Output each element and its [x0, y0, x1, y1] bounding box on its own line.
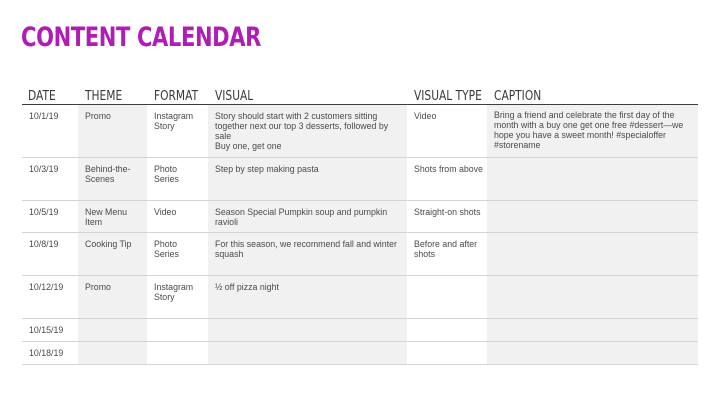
- header-visual: VISUAL: [208, 83, 407, 105]
- theme-cell: [78, 276, 147, 319]
- format-cell: [147, 319, 208, 342]
- header-date: DATE: [22, 83, 78, 105]
- theme-cell: [78, 105, 147, 158]
- visual-cell-text: ½ off pizza night: [215, 282, 279, 292]
- visual-type-cell: [407, 201, 487, 233]
- table-row: [22, 342, 698, 365]
- table-row: [22, 201, 698, 233]
- theme-cell: [78, 319, 147, 342]
- caption-cell: [487, 342, 698, 365]
- table-row: [22, 105, 698, 158]
- format-cell: [147, 233, 208, 276]
- header-caption: CAPTION: [487, 83, 698, 105]
- visual-cell: [208, 276, 407, 319]
- theme-cell: [78, 233, 147, 276]
- theme-cell: [78, 158, 147, 201]
- visual-type-cell: [407, 342, 487, 365]
- date-cell: [22, 233, 78, 276]
- caption-cell: [487, 276, 698, 319]
- visual-cell: [208, 233, 407, 276]
- format-cell: [147, 201, 208, 233]
- theme-cell-text: New Menu Item: [85, 207, 128, 227]
- visual-cell: [208, 201, 407, 233]
- visual-type-cell-text: Straight-on shots: [414, 207, 481, 217]
- theme-cell-text: Behind-the-Scenes: [85, 164, 131, 184]
- caption-cell-text: Bring a friend and celebrate the first day of the month with a buy one get one free #dessert—we hope you have a sweet month! #specialoffer #storename: [494, 110, 684, 150]
- format-cell-text: Photo Series: [154, 164, 179, 184]
- format-cell-text: Video: [154, 207, 177, 217]
- visual-cell: [208, 342, 407, 365]
- date-cell: [22, 105, 78, 158]
- visual-type-cell: [407, 276, 487, 319]
- visual-type-cell: [407, 319, 487, 342]
- date-cell-text: 10/15/19: [29, 325, 64, 335]
- visual-type-cell: [407, 233, 487, 276]
- table-row: [22, 276, 698, 319]
- visual-cell-text: For this season, we recommend fall and winter squash: [215, 239, 397, 259]
- content-calendar-table: [22, 83, 698, 365]
- caption-cell: [487, 105, 698, 158]
- format-cell-text: Photo Series: [154, 239, 179, 259]
- date-cell: [22, 319, 78, 342]
- header-row: [22, 83, 698, 105]
- format-cell: [147, 105, 208, 158]
- date-cell-text: 10/12/19: [29, 282, 64, 292]
- caption-cell: [487, 233, 698, 276]
- header-format: FORMAT: [147, 83, 208, 105]
- date-cell: [22, 201, 78, 233]
- header-theme: THEME: [78, 83, 147, 105]
- theme-cell: [78, 201, 147, 233]
- date-cell-text: 10/5/19: [29, 207, 59, 217]
- header-visual-type: VISUAL TYPE: [407, 83, 487, 105]
- date-cell: [22, 276, 78, 319]
- visual-cell-text: Season Special Pumpkin soup and pumpkin ravioli: [215, 207, 388, 227]
- visual-cell: [208, 319, 407, 342]
- format-cell: [147, 158, 208, 201]
- visual-type-cell: [407, 158, 487, 201]
- theme-cell-text: Promo: [85, 282, 111, 292]
- visual-cell: [208, 158, 407, 201]
- format-cell-text: Instagram Story: [154, 111, 194, 131]
- visual-type-cell: [407, 105, 487, 158]
- date-cell-text: 10/8/19: [29, 239, 59, 249]
- visual-cell-text: Step by step making pasta: [215, 164, 319, 174]
- caption-cell: [487, 201, 698, 233]
- date-cell-text: 10/18/19: [29, 348, 64, 358]
- visual-type-cell-text: Shots from above: [414, 164, 483, 174]
- date-cell: [22, 158, 78, 201]
- theme-cell-text: Promo: [85, 111, 111, 121]
- format-cell: [147, 342, 208, 365]
- theme-cell-text: Cooking Tip: [85, 239, 132, 249]
- table-row: [22, 319, 698, 342]
- caption-cell: [487, 319, 698, 342]
- theme-cell: [78, 342, 147, 365]
- date-cell: [22, 342, 78, 365]
- visual-cell: [208, 105, 407, 158]
- visual-type-cell-text: Video: [414, 111, 437, 121]
- caption-cell: [487, 158, 698, 201]
- format-cell: [147, 276, 208, 319]
- calendar-body: [22, 105, 698, 365]
- date-cell-text: 10/1/19: [29, 111, 59, 121]
- date-cell-text: 10/3/19: [29, 164, 59, 174]
- page-title: CONTENT CALENDAR: [21, 22, 262, 53]
- table-row: [22, 158, 698, 201]
- visual-type-cell-text: Before and after shots: [414, 239, 478, 259]
- table-row: [22, 233, 698, 276]
- format-cell-text: Instagram Story: [154, 282, 194, 302]
- visual-cell-text: Story should start with 2 customers sitting together next our top 3 desserts, followed by sale Buy one, get one: [215, 111, 389, 151]
